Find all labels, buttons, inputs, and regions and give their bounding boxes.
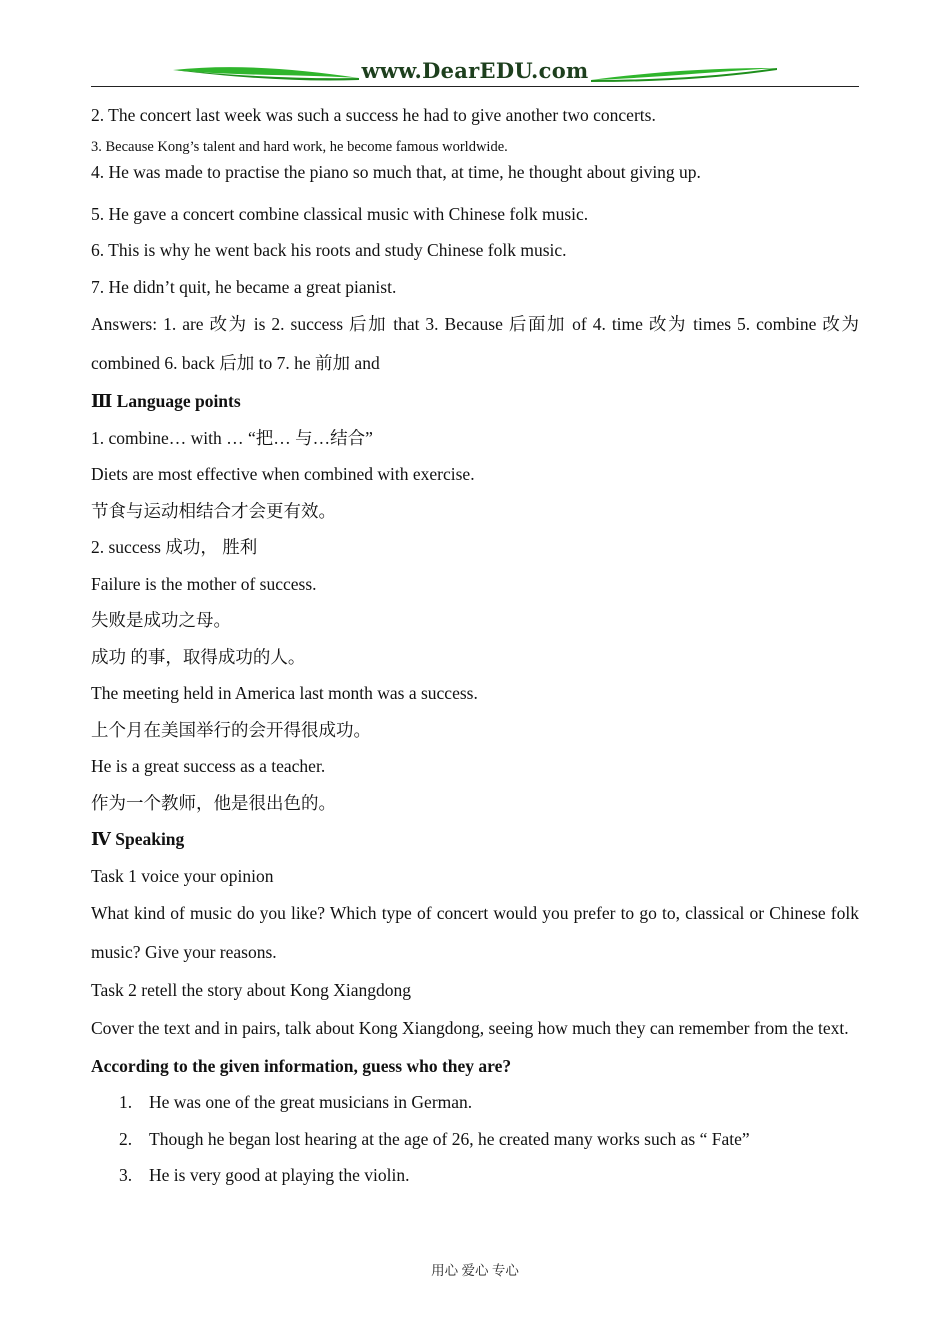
lp-line-9: 上个月在美国举行的会开得很成功。 <box>91 719 371 740</box>
lp-line-3: 节食与运动相结合才会更有效。 <box>91 500 336 521</box>
list-item-number: 1. <box>119 1092 133 1112</box>
list-item-number: 3. <box>119 1165 133 1185</box>
header-rule <box>91 86 859 87</box>
site-logo-text[interactable]: www.DearEDU.com <box>361 58 589 83</box>
list-item-text: Though he began lost hearing at the age of 26, he created many works such as “ Fate” <box>149 1128 750 1149</box>
list-item <box>91 1157 859 1194</box>
lp-line-8: The meeting held in America last month was a success. <box>91 683 478 703</box>
list-item-text: He was one of the great musicians in German. <box>149 1092 473 1112</box>
sentence-7: 7. He didn’t quit, he became a great pianist. <box>91 276 397 297</box>
document-body <box>91 97 859 1194</box>
sentence-6: 6. This is why he went back his roots and study Chinese folk music. <box>91 240 567 260</box>
task-2-title: Task 2 retell the story about Kong Xiangdong <box>91 980 412 1000</box>
list-item <box>91 1084 859 1121</box>
lp-line-11: 作为一个教师，他是很出色的。 <box>91 792 336 813</box>
lp-line-4: 2. success 成功， 胜利 <box>91 537 258 557</box>
page-footer: 用心 爱心 专心 <box>431 1263 519 1278</box>
lp-line-6: 失败是成功之母。 <box>91 610 231 630</box>
section-4-heading: Ⅳ Speaking <box>91 829 185 849</box>
task-1-text: What kind of music do you like? Which type of concert would you prefer to go to, classical or Chinese folk music? Give your reasons. <box>91 903 859 962</box>
lp-line-1: 1. combine… with … “把… 与…结合” <box>91 427 373 448</box>
sentence-2: 2. The concert last week was such a success he had to give another two concerts. <box>91 105 656 125</box>
sentence-5: 5. He gave a concert combine classical music with Chinese folk music. <box>91 203 589 224</box>
sentence-4: 4. He was made to practise the piano so much that, at time, he thought about giving up. <box>91 161 701 182</box>
sentence-3: 3. Because Kong’s talent and hard work, he become famous worldwide. <box>91 138 508 155</box>
list-item-text: He is very good at playing the violin. <box>149 1165 410 1185</box>
list-item-number: 2. <box>119 1128 133 1149</box>
lp-line-5: Failure is the mother of success. <box>91 573 317 594</box>
lp-line-2: Diets are most effective when combined with exercise. <box>91 464 475 484</box>
answers-paragraph: Answers: 1. are 改为 is 2. success 后加 that 3. Because 后面加 of 4. time 改为 times 5. combine 改为 combined 6. back 后加 to 7. he 前加 and <box>91 314 859 373</box>
task-1-title: Task 1 voice your opinion <box>91 865 274 886</box>
guess-heading: According to the given information, guess who they are? <box>91 1055 512 1076</box>
guess-list <box>91 1084 859 1194</box>
task-2-text: Cover the text and in pairs, talk about Kong Xiangdong, seeing how much they can remember from the text. <box>91 1017 849 1038</box>
lp-line-7: 成功 的事，取得成功的人。 <box>91 646 306 667</box>
list-item <box>91 1121 859 1158</box>
section-3-heading: Ⅲ Language points <box>91 391 241 411</box>
lp-line-10: He is a great success as a teacher. <box>91 756 326 776</box>
